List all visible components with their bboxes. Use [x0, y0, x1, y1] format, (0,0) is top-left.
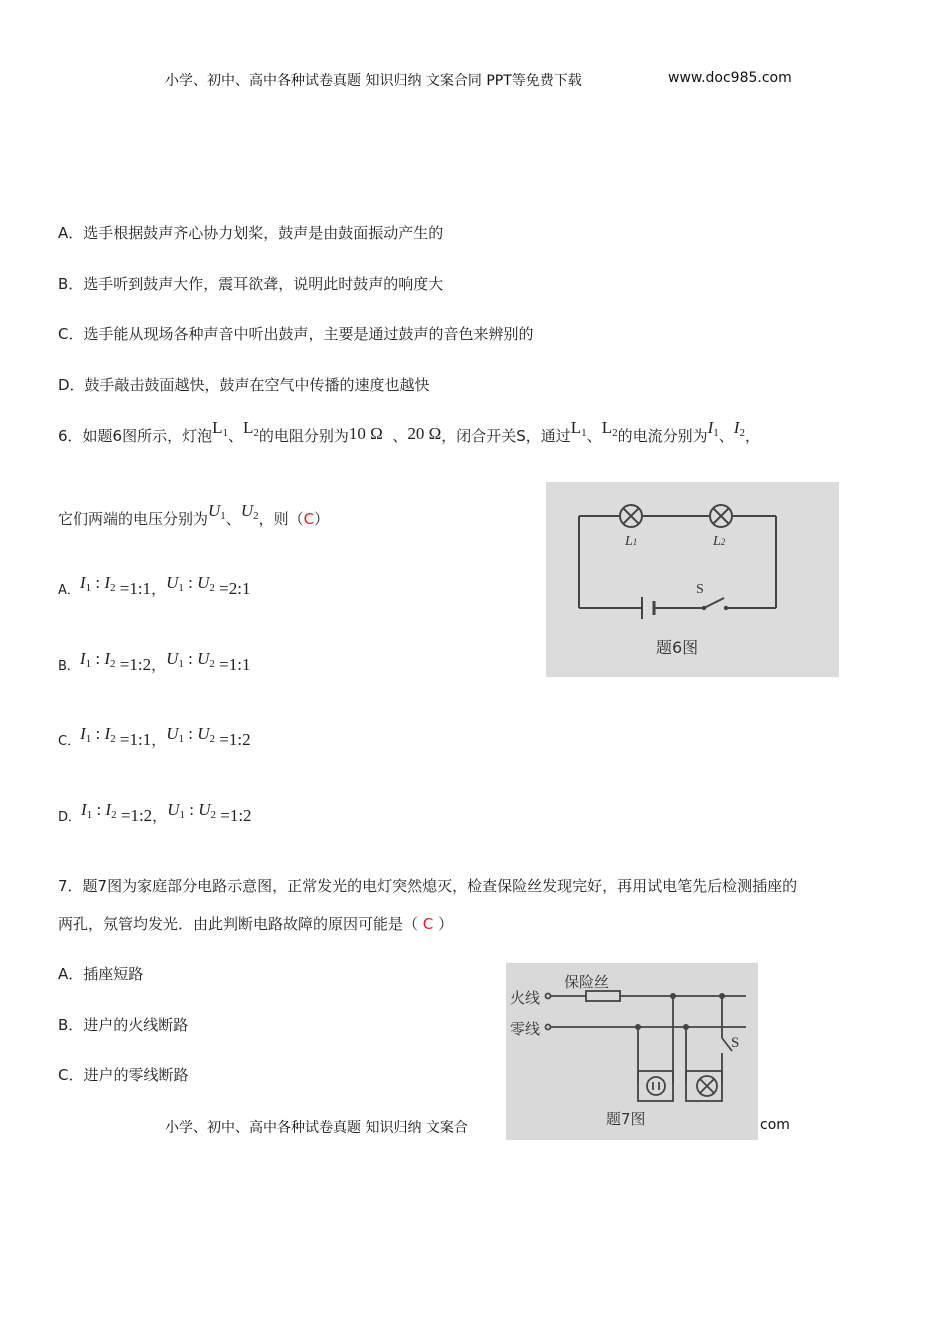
- q6-option-label: A．: [58, 583, 80, 598]
- figure-7-fuse-label: 保险丝: [564, 973, 610, 991]
- footer-text: 小学、初中、高中各种试卷真题 知识归纳 文案合: [165, 1120, 468, 1136]
- q6-l2b: $L_2$: [601, 418, 618, 439]
- q6-option-current-ratio: $I_1$ : $I_2$ =1:2: [81, 800, 153, 825]
- figure-6-l1-label: L1: [625, 534, 638, 549]
- q7-option-b: B．进户的火线断路: [58, 1016, 189, 1034]
- q6-option-label: B．: [58, 659, 80, 674]
- figure-6-caption: 题6图: [656, 638, 699, 657]
- figure-7-neutral-label: 零线: [510, 1020, 541, 1038]
- header-text: [165, 70, 582, 90]
- q5-option-b: B．选手听到鼓声大作，震耳欲聋，说明此时鼓声的响度大: [58, 275, 444, 293]
- q6-option-b: B．$I_1$ : $I_2$ =1:2，$U_1$ : $U_2$ =1:1: [58, 649, 251, 674]
- q6-l2: $L_2$: [243, 418, 259, 439]
- figure-7-switch-label: S: [731, 1035, 740, 1051]
- q6-text-5: 它们两端的电压分别为: [58, 510, 209, 528]
- q6-option-label: C．: [58, 734, 81, 749]
- q6-r1: 10 Ω: [348, 424, 383, 443]
- q6-text-1: 6．如题6图所示，灯泡: [58, 427, 213, 445]
- q7-option-c: C．进户的零线断路: [58, 1066, 189, 1084]
- q6-l1b: $L_1$: [570, 418, 587, 439]
- q6-l1: $L_1$: [212, 418, 228, 439]
- q6-option-current-ratio: $I_1$ : $I_2$ =1:1: [79, 573, 152, 598]
- q5-option-d: D．鼓手敲击鼓面越快，鼓声在空气中传播的速度也越快: [58, 376, 430, 394]
- q5-option-c: C．选手能从现场各种声音中听出鼓声，主要是通过鼓声的音色来辨别的: [58, 325, 534, 343]
- q5-option-a: A．选手根据鼓声齐心协力划桨，鼓声是由鼓面振动产生的: [58, 224, 444, 242]
- q6-option-current-ratio: $I_1$ : $I_2$ =1:2: [79, 649, 152, 674]
- q6-answer: C: [303, 510, 315, 528]
- q7-stem-line2: 两孔，氖管均发光．由此判断电路故障的原因可能是（ C ）: [58, 915, 454, 933]
- q6-stem-line1: 6．如题6图所示，灯泡$L_1$、$L_2$的电阻分别为10 Ω 、20 Ω，闭合开关S，通过$L_1$、$L_2$的电流分别为$I_1$、$I_2$，: [58, 418, 760, 445]
- figure-7: [506, 963, 758, 1140]
- q7-option-a: A．插座短路: [58, 965, 144, 983]
- figure-6-l2-label: L2: [713, 534, 726, 549]
- q6-option-voltage-ratio: $U_1$ : $U_2$ =1:2: [167, 800, 252, 825]
- q6-option-d: D．$I_1$ : $I_2$ =1:2，$U_1$ : $U_2$ =1:2: [58, 800, 252, 825]
- q6-stem-line2: 它们两端的电压分别为$U_1$、$U_2$，则（C）: [58, 501, 330, 528]
- figure-6-switch-label: S: [696, 582, 704, 597]
- header-title: 小学、初中、高中各种试卷真题 知识归纳 文案合同 PPT等免费下载: [165, 73, 582, 89]
- q6-option-voltage-ratio: $U_1$ : $U_2$ =1:2: [166, 724, 251, 749]
- q6-option-a: A．$I_1$ : $I_2$ =1:1，$U_1$ : $U_2$ =2:1: [58, 573, 251, 598]
- q6-r2: 20 Ω: [407, 424, 442, 443]
- q7-answer: C: [422, 915, 434, 933]
- q6-option-voltage-ratio: $U_1$ : $U_2$ =2:1: [166, 573, 251, 598]
- q6-text-3: ，闭合开关S，通过: [441, 427, 571, 445]
- q6-text-4: 的电流分别为: [617, 427, 708, 445]
- q6-u2: $U_2$: [240, 501, 259, 522]
- q7-stem-text: 两孔，氖管均发光．由此判断电路故障的原因可能是（: [58, 915, 419, 933]
- q6-text-2: 的电阻分别为: [258, 427, 349, 445]
- header-site-link[interactable]: www.doc985.com: [668, 70, 792, 86]
- q6-option-label: D．: [58, 810, 82, 825]
- q7-stem-line1: 7．题7图为家庭部分电路示意图，正常发光的电灯突然熄灭，检查保险丝发现完好，再用试电笔先后检测插座的: [58, 877, 798, 895]
- q6-i1: $I_1$: [707, 418, 719, 439]
- figure-7-live-label: 火线: [510, 989, 541, 1007]
- header-site[interactable]: [668, 70, 792, 86]
- q6-i2: $I_2$: [733, 418, 745, 439]
- q6-option-current-ratio: $I_1$ : $I_2$ =1:1: [80, 724, 152, 749]
- q6-option-c: C．$I_1$ : $I_2$ =1:1，$U_1$ : $U_2$ =1:2: [58, 724, 251, 749]
- q6-option-voltage-ratio: $U_1$ : $U_2$ =1:1: [166, 649, 251, 674]
- footer-site[interactable]: com: [760, 1117, 790, 1133]
- figure-7-caption: 题7图: [606, 1110, 646, 1128]
- q6-text-6: ，则（: [258, 510, 304, 528]
- q6-u1: $U_1$: [208, 501, 226, 522]
- figure-6: [546, 482, 839, 677]
